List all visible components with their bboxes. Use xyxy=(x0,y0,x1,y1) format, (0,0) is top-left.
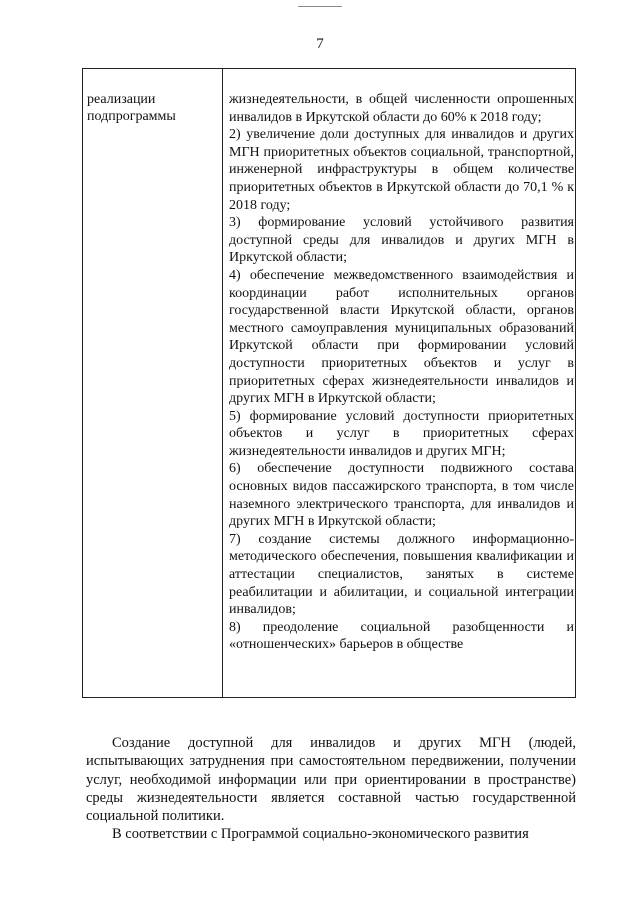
top-rule xyxy=(298,6,342,7)
table-left-cell: реализации подпрограммы xyxy=(87,92,176,124)
body-text xyxy=(86,734,576,844)
page-number: 7 xyxy=(316,36,324,52)
table-item: 2) увеличение доли доступных для инвалидов и других МГН приоритетных объектов социальной, транспортной, инженерной инфраструктуры в общем количестве приоритетных объектов в Иркутской области до 70,1 % к 2018 году; xyxy=(229,127,574,213)
table-right-cell xyxy=(229,91,574,654)
table-item: 4) обеспечение межведомственного взаимодействия и координации работ исполнительных органов государственной власти Иркутской области, органов местного самоуправления муниципальных образований Иркутской области при формировании условий доступности приоритетных объектов и услуг в приоритетных сферах жизнедеятельности инвалидов и других МГН в Иркутской области; xyxy=(229,267,574,407)
table-item: 6) обеспечение доступности подвижного состава основных видов пассажирского транспорта, в том числе наземного электрического транспорта, для инвалидов и других МГН в Иркутской области; xyxy=(229,461,574,530)
table-item: 5) формирование условий доступности приоритетных объектов и услуг в приоритетных сферах жизнедеятельности инвалидов и других МГН; xyxy=(229,408,574,459)
table-item: 8) преодоление социальной разобщенности и «отношенческих» барьеров в обществе xyxy=(229,619,574,653)
table-item: 7) создание системы должного информационно-методического обеспечения, повышения квалификации и аттестации специалистов, занятых в системе реабилитации и абилитации, и социальной интеграции инвалидов; xyxy=(229,531,574,618)
column-divider xyxy=(222,69,223,697)
body-paragraph: Создание доступной для инвалидов и других МГН (людей, испытывающих затруднения при самостоятельном передвижении, получении услуг, необходимой информации или при ориентировании в пространстве) среды жизнедеятельности является составной частью государственной социальной политики. xyxy=(86,735,576,825)
table-item: жизнедеятельности, в общей численности опрошенных инвалидов в Иркутской области до 60% к 2018 году; xyxy=(229,92,574,125)
program-table xyxy=(82,68,576,698)
body-paragraph: В соответствии с Программой социально-экономического развития xyxy=(112,826,529,843)
table-item: 3) формирование условий устойчивого развития доступной среды для инвалидов и других МГН в Иркутской области; xyxy=(229,215,574,266)
